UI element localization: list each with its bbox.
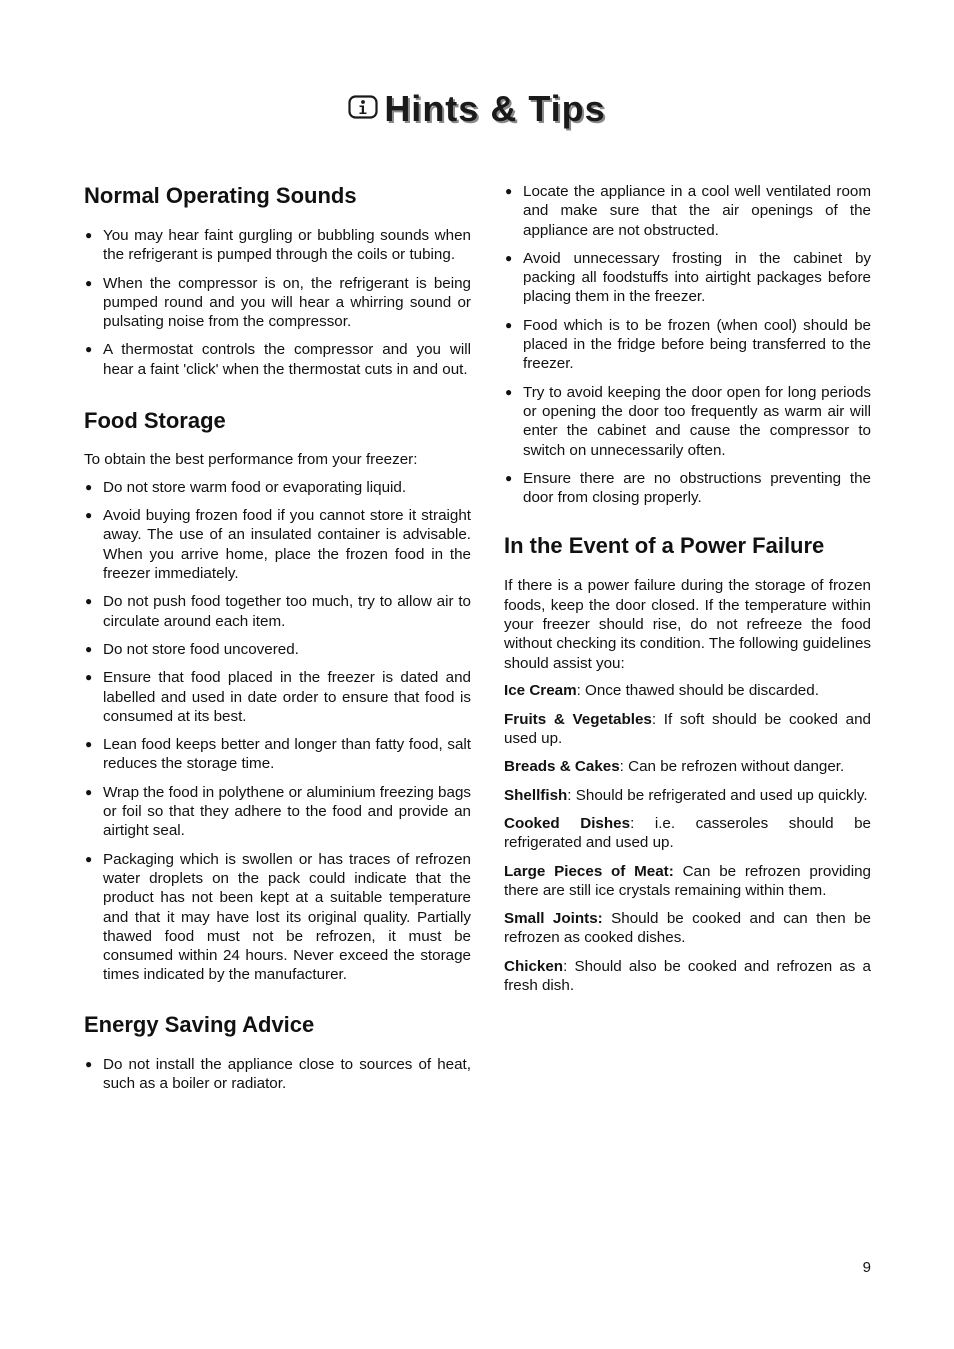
- list-item: ● Do not push food together too much, try to allow air to circulate around each item.: [85, 593, 471, 630]
- bullet-icon: ●: [85, 784, 93, 799]
- guideline-chicken: Chicken: Should also be cooked and refrozen as a fresh dish.: [504, 957, 871, 994]
- guideline-shellfish: Shellfish: Should be refrigerated and used up quickly.: [504, 786, 868, 804]
- page-title: [0, 88, 954, 132]
- bullet-icon: ●: [85, 275, 93, 290]
- guideline-fruits-vegetables: Fruits & Vegetables: If soft should be cooked and used up.: [504, 710, 871, 748]
- energy-saving-list-left: [84, 1055, 471, 1094]
- guideline-breads-cakes: Breads & Cakes: Can be refrozen without danger.: [504, 758, 845, 776]
- bullet-icon: ●: [505, 317, 513, 332]
- right-column: [504, 182, 871, 1004]
- list-item: ● Avoid buying frozen food if you cannot store it straight away. The use of an insulated container is advisable. When you arrive home, place the frozen food in the freezer immediately.: [85, 507, 471, 583]
- bullet-icon: ●: [505, 184, 513, 198]
- section-heading-normal-sounds: Normal Operating Sounds: [84, 183, 357, 208]
- page-title-text: Hints & Tips: [384, 88, 606, 129]
- bullet-icon: ●: [85, 1056, 93, 1071]
- list-item: ● Avoid unnecessary frosting in the cabinet by packing all foodstuffs into airtight packages before placing them in the freezer.: [505, 249, 871, 306]
- page-number: 9: [862, 1259, 871, 1276]
- list-item: ● Food which is to be frozen (when cool) should be placed in the fridge before being transferred to the freezer.: [505, 316, 871, 373]
- bullet-icon: ●: [85, 641, 93, 656]
- guideline-ice-cream: Ice Cream: Once thawed should be discarded.: [504, 682, 819, 700]
- bullet-icon: ●: [505, 470, 513, 485]
- list-item: ● Ensure that food placed in the freezer is dated and labelled and used in date order to ensure that food is consumed at its best.: [85, 669, 471, 725]
- food-storage-list: [84, 478, 471, 985]
- normal-sounds-list: [84, 226, 471, 379]
- section-heading-energy-saving: Energy Saving Advice: [84, 1011, 315, 1037]
- bullet-icon: ●: [85, 670, 93, 685]
- bullet-icon: ●: [85, 851, 93, 866]
- list-item: ● You may hear faint gurgling or bubbling sounds when the refrigerant is pumped through the coils or tubing.: [85, 227, 471, 264]
- guideline-small-joints: Small Joints: Should be cooked and can then be refrozen as cooked dishes.: [504, 910, 871, 947]
- section-heading-food-storage: Food Storage: [84, 408, 226, 434]
- energy-saving-list-right: [504, 182, 871, 507]
- food-storage-intro: To obtain the best performance from your freezer:: [84, 451, 418, 469]
- list-item: ● Do not install the appliance close to sources of heat, such as a boiler or radiator.: [85, 1055, 471, 1092]
- guideline-large-meat: Large Pieces of Meat: Can be refrozen providing there are still ice crystals remaining within them.: [504, 862, 871, 899]
- power-failure-intro: If there is a power failure during the storage of frozen foods, keep the door closed. If the temperature within your freezer should rise, do not refreeze the food without checking its condition. The following guidelines should assist you:: [504, 577, 871, 672]
- bullet-icon: ●: [85, 342, 93, 357]
- bullet-icon: ●: [85, 594, 93, 609]
- left-column: [84, 182, 471, 1102]
- list-item: ● When the compressor is on, the refrigerant is being pumped round and you will hear a whirring sound or pulsating noise from the compressor.: [85, 274, 471, 331]
- bullet-icon: ●: [85, 228, 93, 242]
- list-item: ● Locate the appliance in a cool well ventilated room and make sure that the air openings of the appliance are not obstructed.: [505, 183, 871, 239]
- bullet-icon: ●: [505, 250, 513, 265]
- section-heading-power-failure: In the Event of a Power Failure: [504, 533, 825, 559]
- list-item: ● A thermostat controls the compressor and you will hear a faint 'click' when the thermostat cuts in and out.: [85, 341, 471, 378]
- bullet-icon: ●: [85, 508, 93, 523]
- list-item: ● Do not store warm food or evaporating liquid.: [85, 478, 407, 496]
- bullet-icon: ●: [85, 737, 93, 752]
- list-item: ● Packaging which is swollen or has traces of refrozen water droplets on the pack could indicate that the product has not been kept at a suitable temperature and that it may have lost its original quality. Partially thawed food must not be refrozen, it must be consumed within 24 hours. Never exceed the storage times indicated by the manufacturer.: [85, 850, 471, 984]
- list-item: ● Do not store food uncovered.: [85, 640, 299, 658]
- guideline-cooked-dishes: Cooked Dishes: i.e. casseroles should be refrigerated and used up.: [504, 814, 871, 852]
- list-item: ● Wrap the food in polythene or aluminium freezing bags or foil so that they adhere to the food and provide an airtight seal.: [85, 783, 471, 840]
- list-item: ● Lean food keeps better and longer than fatty food, salt reduces the storage time.: [85, 736, 471, 773]
- list-item: ● Try to avoid keeping the door open for long periods or opening the door too frequently as warm air will enter the cabinet and cause the compressor to switch on unnecessarily often.: [505, 383, 871, 459]
- bullet-icon: ●: [85, 479, 93, 494]
- list-item: ● Ensure there are no obstructions preventing the door from closing properly.: [505, 469, 871, 507]
- bullet-icon: ●: [505, 384, 513, 399]
- info-icon: [348, 86, 378, 128]
